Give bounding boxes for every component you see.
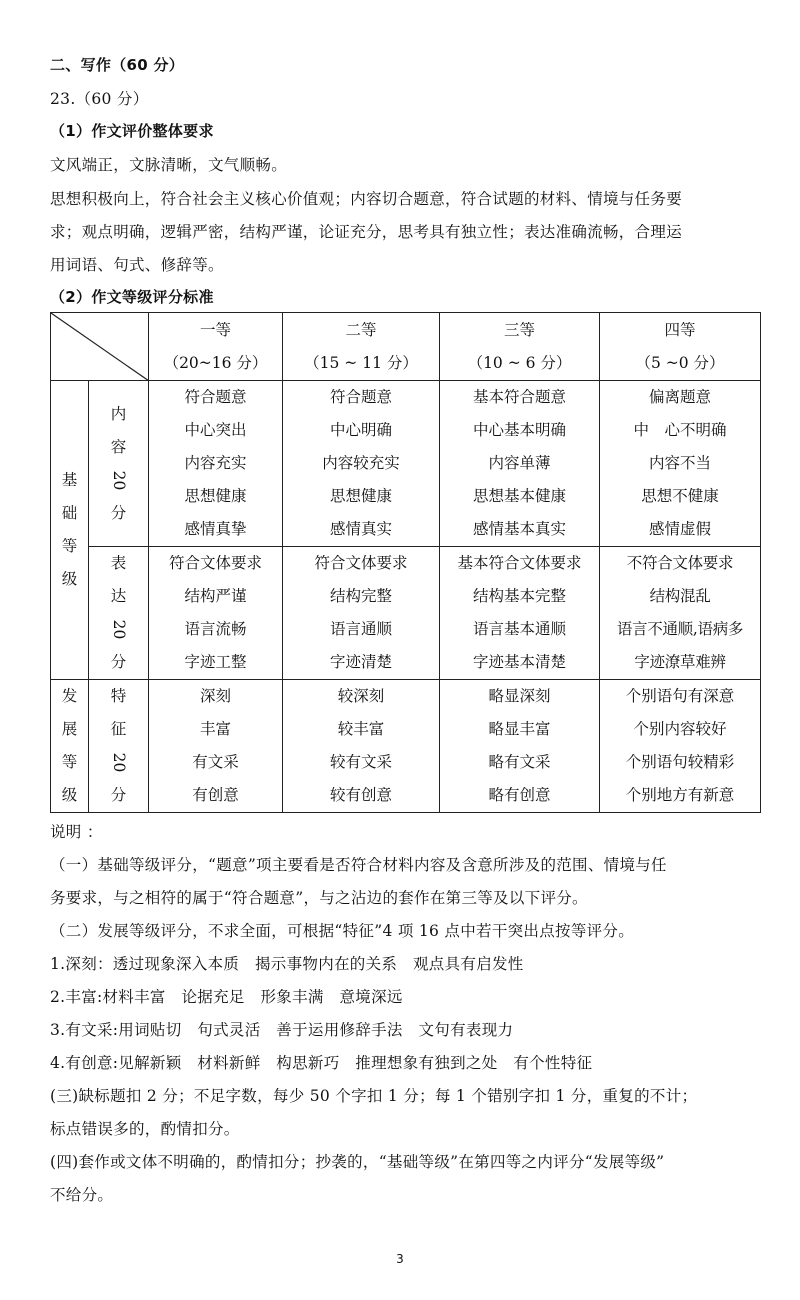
criterion: 语言不通顺,语病多 — [616, 620, 744, 638]
note-line: 务要求，与之相符的属于“符合题意”，与之沾边的套作在第三等及以下评分。 — [50, 889, 588, 907]
label-char: 表 — [110, 554, 127, 572]
label-score: 20 — [110, 752, 128, 773]
note-line: （二）发展等级评分，不求全面，可根据“特征”4 项 16 点中若干突出点按等评分。 — [50, 922, 635, 940]
criterion: 较深刻 — [337, 687, 385, 705]
criterion: 思想健康 — [184, 487, 247, 505]
criterion: 个别语句较精彩 — [625, 753, 735, 771]
criterion: 不符合文体要求 — [626, 554, 734, 572]
content-cell — [440, 381, 600, 547]
feature-label — [89, 680, 149, 813]
note-line: 3.有文采:用词贴切 句式灵活 善于运用修辞手法 文句有表现力 — [50, 1021, 514, 1039]
criterion: 思想健康 — [329, 487, 392, 505]
criterion: 符合文体要求 — [168, 554, 262, 572]
content-cell — [283, 381, 440, 547]
criterion: 基本符合题意 — [472, 388, 566, 406]
label-char: 特 — [110, 687, 127, 705]
label-char: 达 — [110, 587, 127, 605]
note-line: (四)套作或文体不明确的，酌情扣分；抄袭的，“基础等级”在第四等之内评分“发展等级” — [50, 1153, 665, 1171]
expression-label — [89, 547, 149, 680]
note-line: 1.深刻：透过现象深入本质 揭示事物内在的关系 观点具有启发性 — [50, 955, 524, 973]
note-line: 不给分。 — [50, 1186, 114, 1204]
criterion: 思想不健康 — [641, 487, 719, 505]
grade-name: 一等 — [199, 320, 231, 339]
criterion: 丰富 — [199, 720, 231, 738]
note-line: 标点错误多的，酌情扣分。 — [50, 1120, 240, 1138]
feature-cell — [149, 680, 283, 813]
criterion: 思想基本健康 — [472, 487, 566, 505]
criterion: 有文采 — [192, 753, 239, 771]
label-unit: 分 — [110, 786, 127, 804]
notes-heading: 说明 ： — [50, 823, 103, 841]
criterion: 内容不当 — [648, 454, 711, 472]
label-char: 等 — [61, 537, 78, 555]
grade-range: （5 ~0 分） — [635, 353, 725, 372]
grade-name: 三等 — [503, 320, 535, 339]
label-char: 发 — [61, 687, 78, 705]
criterion: 感情真实 — [329, 520, 392, 538]
part1-line: 思想积极向上，符合社会主义核心价值观；内容切合题意，符合试题的材料、情境与任务要 — [50, 190, 683, 208]
criterion: 结构混乱 — [649, 587, 711, 605]
criterion: 感情真挚 — [184, 520, 247, 538]
criterion: 个别内容较好 — [633, 720, 727, 738]
expression-cell — [440, 547, 600, 680]
expression-cell — [149, 547, 283, 680]
criterion: 结构完整 — [329, 587, 392, 605]
label-score: 20 — [110, 470, 128, 490]
grade-header — [149, 313, 283, 381]
basic-level-label — [51, 381, 89, 680]
criterion: 较有文采 — [329, 753, 392, 771]
criterion: 字迹潦草难辨 — [634, 653, 726, 671]
diagonal-header-cell — [51, 313, 149, 381]
note-line: （一）基础等级评分，“题意”项主要看是否符合材料内容及含意所涉及的范围、情境与任 — [50, 856, 667, 874]
section-title: 二、写作（60 分） — [50, 56, 185, 74]
content-cell — [600, 381, 761, 547]
criterion: 个别语句有深意 — [625, 687, 735, 705]
criterion: 语言通顺 — [329, 620, 392, 638]
page-number: 3 — [396, 1252, 404, 1266]
grade-header — [440, 313, 600, 381]
grade-range: （10 ~ 6 分） — [467, 353, 572, 372]
expression-row — [51, 547, 761, 680]
criterion: 内容充实 — [184, 454, 247, 472]
criterion: 较丰富 — [337, 720, 385, 738]
criterion: 个别地方有新意 — [625, 786, 735, 804]
criterion: 中心突出 — [184, 421, 247, 439]
criterion: 结构基本完整 — [472, 587, 566, 605]
part1-line: 用词语、句式、修辞等。 — [50, 256, 224, 274]
content-row — [51, 381, 761, 547]
label-char: 征 — [110, 720, 127, 738]
grade-range: （20~16 分） — [163, 353, 268, 372]
label-char: 基 — [61, 471, 78, 489]
grade-name: 四等 — [664, 320, 696, 339]
label-char: 级 — [61, 570, 78, 588]
criterion: 结构严谨 — [184, 587, 247, 605]
criterion: 略有创意 — [488, 786, 551, 804]
expression-cell — [283, 547, 440, 680]
criterion: 内容单薄 — [488, 454, 551, 472]
label-unit: 分 — [110, 653, 127, 671]
note-line: 4.有创意:见解新颖 材料新鲜 构思新巧 推理想象有独到之处 有个性特征 — [50, 1054, 593, 1072]
grade-range: （15 ~ 11 分） — [304, 353, 418, 372]
label-char: 级 — [61, 786, 78, 804]
feature-cell — [440, 680, 600, 813]
label-char: 等 — [61, 753, 78, 771]
criterion: 中 心不明确 — [633, 421, 727, 439]
criterion: 语言基本通顺 — [472, 620, 566, 638]
criterion: 略显深刻 — [488, 687, 551, 705]
criterion: 有创意 — [192, 786, 239, 804]
grade-header-row — [51, 313, 761, 381]
label-char: 础 — [61, 504, 78, 522]
criterion: 语言流畅 — [184, 620, 247, 638]
development-level-label — [51, 680, 89, 813]
criterion: 字迹基本清楚 — [472, 653, 566, 671]
label-score: 20 — [110, 619, 128, 640]
criterion: 字迹清楚 — [329, 653, 392, 671]
criterion: 符合文体要求 — [314, 554, 408, 572]
content-cell — [149, 381, 283, 547]
label-char: 内 — [110, 404, 127, 423]
criterion: 符合题意 — [329, 388, 392, 406]
feature-row — [51, 680, 761, 813]
content-label — [89, 381, 149, 547]
question-number: 23.（60 分） — [50, 90, 149, 108]
criterion: 符合题意 — [184, 388, 247, 406]
criterion: 字迹工整 — [184, 653, 247, 671]
criterion: 感情虚假 — [648, 520, 711, 538]
expression-cell — [600, 547, 761, 680]
part2-heading: （2）作文等级评分标准 — [50, 288, 214, 306]
part1-line: 求；观点明确，逻辑严密，结构严谨，论证充分，思考具有独立性；表达准确流畅，合理运 — [50, 223, 683, 241]
part1-line: 文风端正，文脉清晰，文气顺畅。 — [50, 156, 288, 174]
note-line: 2.丰富:材料丰富 论据充足 形象丰满 意境深远 — [50, 988, 403, 1006]
label-char: 展 — [61, 720, 78, 738]
feature-cell — [600, 680, 761, 813]
grade-header — [600, 313, 761, 381]
criterion: 略有文采 — [488, 753, 551, 771]
criterion: 中心基本明确 — [472, 421, 566, 439]
criterion: 内容较充实 — [322, 454, 400, 472]
note-line: (三)缺标题扣 2 分；不足字数，每少 50 个字扣 1 分；每 1 个错别字扣 1 分，重复的不计； — [50, 1087, 698, 1105]
label-char: 容 — [110, 437, 127, 456]
part1-heading: （1）作文评价整体要求 — [50, 122, 214, 140]
grade-header — [283, 313, 440, 381]
criterion: 感情基本真实 — [472, 520, 566, 538]
criterion: 深刻 — [199, 687, 231, 705]
criterion: 基本符合文体要求 — [457, 554, 582, 572]
criterion: 较有创意 — [329, 786, 392, 804]
criterion: 略显丰富 — [488, 720, 551, 738]
feature-cell — [283, 680, 440, 813]
criterion: 中心明确 — [329, 421, 392, 439]
label-unit: 分 — [110, 503, 127, 522]
grade-name: 二等 — [345, 320, 377, 339]
diagonal-line — [51, 313, 149, 381]
criterion: 偏离题意 — [648, 388, 711, 406]
grading-table — [50, 312, 761, 813]
